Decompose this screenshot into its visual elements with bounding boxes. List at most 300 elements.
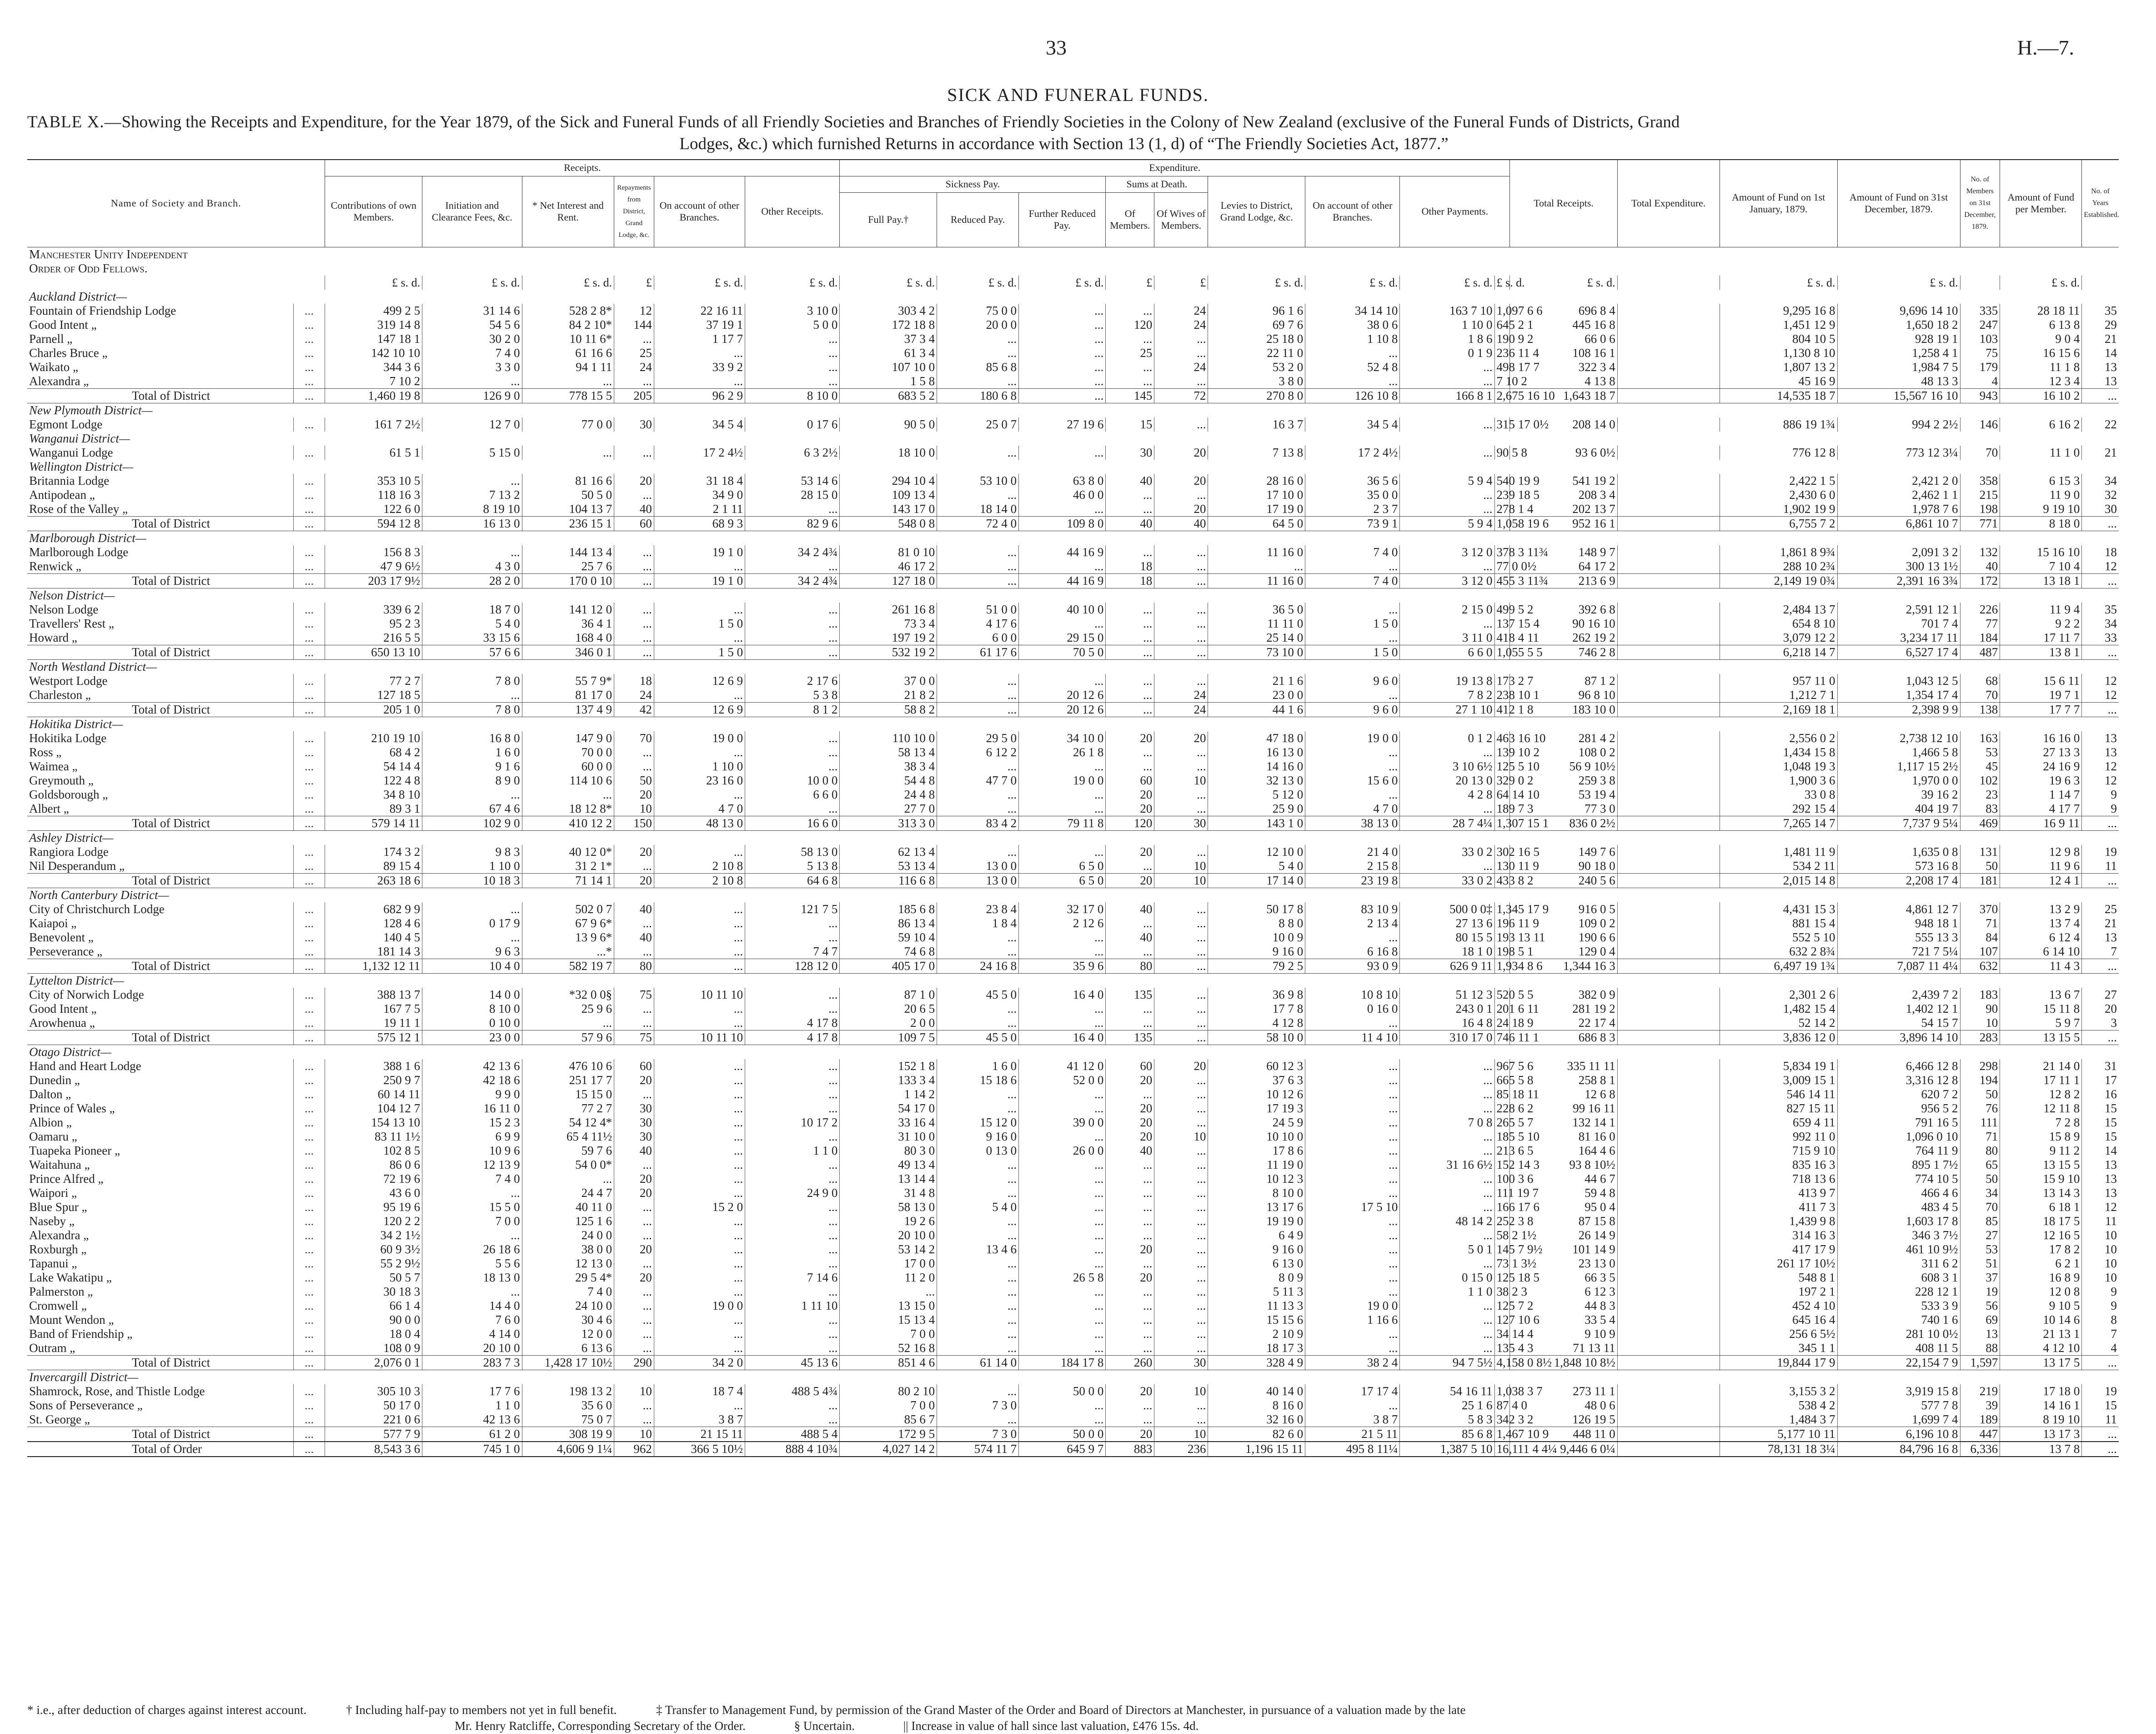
value-cell: 9,696 14 10 — [1837, 304, 1960, 318]
value-cell: 19 0 0 — [654, 731, 745, 745]
value-cell: ... — [1019, 1327, 1106, 1341]
value-cell: 10 8 10 — [1305, 988, 1400, 1002]
value-cell: 10 — [1154, 1427, 1208, 1442]
branch-name: Wanganui Lodge — [29, 445, 113, 459]
value-cell: 173 2 7 — [1494, 674, 1510, 688]
value-cell: 408 11 5 — [1837, 1341, 1960, 1356]
value-cell: 40 — [614, 1144, 654, 1158]
branch-name: Sons of Perseverance „ — [29, 1398, 143, 1412]
value-cell: ... — [1154, 1299, 1208, 1313]
value-cell: 17 19 3 — [1208, 1101, 1305, 1116]
value-cell: 7 4 0 — [422, 1172, 522, 1186]
value-cell: 102 8 5 — [325, 1144, 422, 1158]
table-row — [27, 1398, 2119, 1412]
spacer-cell — [1617, 1341, 1720, 1356]
value-cell: ... — [1400, 1144, 1494, 1158]
value-cell: 7 8 0 — [422, 702, 522, 717]
value-cell: 5,177 10 11 — [1720, 1427, 1837, 1442]
footnote-line-2 — [455, 1719, 2046, 1733]
district-heading-row — [27, 830, 2119, 845]
value-cell: ... — [1400, 1073, 1494, 1087]
value-cell: 13 15 0 — [840, 1299, 937, 1313]
value-cell: 533 3 9 — [1837, 1299, 1960, 1313]
value-cell: 16 6 0 — [745, 816, 840, 830]
value-cell: ... — [1106, 1327, 1154, 1341]
value-cell: 5 8 3 — [1400, 1412, 1494, 1427]
value-cell: ... — [937, 845, 1019, 859]
value-cell: 20 — [1154, 502, 1208, 517]
value-cell: 24 — [1154, 318, 1208, 332]
district-name: Otago District— — [29, 1045, 111, 1059]
value-cell: ... — [1305, 374, 1400, 389]
value-cell: 548 0 8 — [840, 516, 937, 531]
value-cell: 20 — [1154, 474, 1208, 488]
value-cell: 12 0 8 — [2000, 1285, 2082, 1299]
value-cell: 746 2 8 — [1510, 645, 1617, 659]
value-cell: ... — [1154, 945, 1208, 959]
value-cell: 20 12 6 — [1019, 688, 1106, 703]
value-cell: 499 5 2 — [1494, 603, 1510, 617]
value-cell: 93 6 0½ — [1510, 446, 1617, 460]
value-cell: 1 5 0 — [1305, 617, 1400, 631]
value-cell: 20 6 5 — [840, 1002, 937, 1016]
value-cell: 5 9 7 — [2000, 1016, 2082, 1030]
value-cell: 137 15 4 — [1494, 617, 1510, 631]
value-cell: ... — [614, 374, 654, 389]
value-cell: 6,218 14 7 — [1720, 645, 1837, 659]
spacer-cell — [1617, 1073, 1720, 1087]
value-cell: 520 5 5 — [1494, 988, 1510, 1002]
value-cell: 88 — [1960, 1341, 2000, 1356]
value-cell: 1,484 3 7 — [1720, 1412, 1837, 1427]
value-cell: 205 1 0 — [325, 702, 422, 717]
value-cell: ... — [1400, 1341, 1494, 1356]
value-cell: 15 — [2082, 1398, 2119, 1412]
table-row — [27, 674, 2119, 688]
branch-name: Fountain of Friendship Lodge — [29, 303, 176, 317]
value-cell: ... — [422, 688, 522, 703]
value-cell: 48 13 3 — [1837, 374, 1960, 389]
value-cell: 24 10 0 — [522, 1299, 614, 1313]
value-cell: ... — [654, 1214, 745, 1228]
unit-cell: £ s. d. — [1720, 276, 1837, 290]
value-cell: 4,431 15 3 — [1720, 902, 1837, 916]
value-cell: 29 5 4* — [522, 1271, 614, 1285]
value-cell: 455 3 11¾ — [1494, 573, 1510, 588]
value-cell: ... — [1400, 1313, 1494, 1327]
value-cell: 18 7 0 — [422, 603, 522, 617]
value-cell: 346 0 1 — [522, 645, 614, 659]
value-cell: 48 13 0 — [654, 816, 745, 830]
value-cell: 895 1 7½ — [1837, 1158, 1960, 1172]
value-cell: 30 — [614, 1116, 654, 1130]
value-cell: 10 — [2082, 1228, 2119, 1242]
col-death-wives: Of Wives of Members. — [1154, 192, 1208, 247]
value-cell: ... — [654, 959, 745, 973]
value-cell: 22 16 11 — [654, 304, 745, 318]
value-cell: ... — [654, 1101, 745, 1116]
value-cell: 740 1 6 — [1837, 1313, 1960, 1327]
value-cell: ... — [654, 930, 745, 945]
value-cell: 20 — [2082, 1002, 2119, 1016]
value-cell: 213 6 5 — [1494, 1144, 1510, 1158]
value-cell: ... — [2082, 702, 2119, 717]
value-cell: 49 13 4 — [840, 1158, 937, 1172]
value-cell: 15 11 8 — [2000, 1002, 2082, 1016]
value-cell: 64 17 2 — [1510, 559, 1617, 574]
value-cell: 410 12 2 — [522, 816, 614, 830]
value-cell: 189 — [1960, 1412, 2000, 1427]
value-cell: ... — [1305, 603, 1400, 617]
value-cell: 7 0 0 — [840, 1327, 937, 1341]
value-cell: 80 2 10 — [840, 1384, 937, 1398]
value-cell: 95 19 6 — [325, 1200, 422, 1214]
value-cell: 58 13 0 — [745, 845, 840, 859]
value-cell: 150 — [614, 816, 654, 830]
value-cell: 39 16 2 — [1837, 788, 1960, 802]
value-cell: 5 4 0 — [937, 1200, 1019, 1214]
branch-name: Alexandra „ — [29, 1228, 89, 1242]
value-cell: 9 6 0 — [1305, 702, 1400, 717]
value-cell: 34 14 10 — [1305, 304, 1400, 318]
value-cell: ... — [937, 1327, 1019, 1341]
branch-name: Good Intent „ — [29, 1001, 97, 1015]
value-cell: 17 8 6 — [1208, 1144, 1305, 1158]
value-cell: ... — [1305, 1186, 1400, 1200]
value-cell: ... — [1106, 1299, 1154, 1313]
spacer-cell — [1617, 1398, 1720, 1412]
value-cell: ... — [937, 1384, 1019, 1398]
district-heading-row — [27, 717, 2119, 731]
value-cell: 463 16 10 — [1494, 731, 1510, 745]
value-cell: ... — [1154, 559, 1208, 574]
value-cell: ... — [1106, 1002, 1154, 1016]
value-cell: 11 — [2082, 1214, 2119, 1228]
table-row — [27, 545, 2119, 559]
value-cell: ... — [1106, 702, 1154, 717]
group-receipts: Receipts. — [325, 160, 840, 176]
value-cell: ... — [1106, 1341, 1154, 1356]
leader-dots: ... — [293, 332, 325, 346]
value-cell: 15 16 10 — [2000, 545, 2082, 559]
value-cell: 9 16 0 — [937, 1130, 1019, 1144]
value-cell: 5 12 0 — [1208, 788, 1305, 802]
spacer-cell — [1617, 559, 1720, 574]
leader-dots: ... — [293, 688, 325, 703]
district-heading-row — [27, 432, 2119, 446]
value-cell: 21 5 11 — [1305, 1427, 1400, 1442]
value-cell: 2,091 3 2 — [1837, 545, 1960, 559]
value-cell: 1,307 15 1 — [1494, 816, 1510, 830]
value-cell: 500 0 0‡ — [1400, 902, 1494, 916]
col-contributions: Contributions of own Members. — [325, 176, 422, 247]
value-cell: 152 1 8 — [840, 1059, 937, 1073]
value-cell: 35 0 0 — [1305, 488, 1400, 502]
value-cell: 79 2 5 — [1208, 959, 1305, 973]
value-cell: ... — [1154, 902, 1208, 916]
value-cell: 129 0 4 — [1510, 945, 1617, 959]
leader-dots: ... — [293, 774, 325, 788]
table-row — [27, 774, 2119, 788]
value-cell: 7 2 8 — [2000, 1116, 2082, 1130]
district-heading-row — [27, 460, 2119, 474]
spacer-cell — [1617, 516, 1720, 531]
value-cell: 12 — [2082, 774, 2119, 788]
value-cell: 37 6 3 — [1208, 1073, 1305, 1087]
value-cell: 17 2 4½ — [1305, 446, 1400, 460]
value-cell: 1 11 10 — [745, 1299, 840, 1313]
value-cell: 121 7 5 — [745, 902, 840, 916]
value-cell: ... — [614, 916, 654, 930]
value-cell: 44 8 3 — [1510, 1299, 1617, 1313]
value-cell: 392 6 8 — [1510, 603, 1617, 617]
value-cell: 701 7 4 — [1837, 617, 1960, 631]
value-cell: 135 4 3 — [1494, 1341, 1510, 1356]
leader-dots: ... — [293, 859, 325, 874]
value-cell: 24 16 8 — [937, 959, 1019, 973]
value-cell: ... — [937, 1412, 1019, 1427]
value-cell: 8,543 3 6 — [325, 1442, 422, 1457]
value-cell: ... — [654, 1144, 745, 1158]
value-cell: 6 14 10 — [2000, 945, 2082, 959]
value-cell: ... — [937, 802, 1019, 816]
value-cell: 1 5 0 — [654, 617, 745, 631]
value-cell: 528 2 8* — [522, 304, 614, 318]
value-cell: 67 4 6 — [422, 802, 522, 816]
value-cell: 9 19 10 — [2000, 502, 2082, 517]
value-cell: ... — [1400, 802, 1494, 816]
district-name: Lyttelton District— — [29, 973, 124, 987]
value-cell: 2 17 6 — [745, 674, 840, 688]
value-cell: ... — [745, 1200, 840, 1214]
unit-cell: £ s. d. — [325, 276, 422, 290]
value-cell: 302 16 5 — [1494, 845, 1510, 859]
value-cell: 1,460 19 8 — [325, 388, 422, 403]
value-cell: 73 3 4 — [840, 617, 937, 631]
value-cell: 1,848 10 8½ — [1510, 1355, 1617, 1370]
branch-name: St. George „ — [29, 1412, 90, 1426]
value-cell: 6 16 2 — [2000, 417, 2082, 432]
value-cell: 36 4 1 — [522, 617, 614, 631]
value-cell: 2,208 17 4 — [1837, 873, 1960, 888]
value-cell: ... — [2082, 1355, 2119, 1370]
value-cell: ... — [2082, 388, 2119, 403]
value-cell: 6 0 0 — [937, 631, 1019, 645]
leader-dots: ... — [293, 559, 325, 574]
value-cell: 11 9 0 — [2000, 488, 2082, 502]
value-cell: ... — [1400, 1299, 1494, 1313]
value-cell: ... — [1154, 1172, 1208, 1186]
spacer-cell — [1617, 1158, 1720, 1172]
value-cell: 20 — [614, 845, 654, 859]
value-cell: 2 13 4 — [1305, 916, 1400, 930]
value-cell: ... — [1154, 1200, 1208, 1214]
value-cell: ... — [1106, 1158, 1154, 1172]
value-cell: 2 12 6 — [1019, 916, 1106, 930]
value-cell: 577 7 8 — [1837, 1398, 1960, 1412]
value-cell: 20 13 0 — [1400, 774, 1494, 788]
value-cell: 168 4 0 — [522, 631, 614, 645]
value-cell: 71 — [1960, 1130, 2000, 1144]
value-cell: 12 9 8 — [2000, 845, 2082, 859]
value-cell: 145 — [1106, 388, 1154, 403]
value-cell: ... — [745, 1285, 840, 1299]
value-cell: 60 — [614, 1059, 654, 1073]
value-cell: 122 4 8 — [325, 774, 422, 788]
footnote-half-pay: † Including half-pay to members not yet in full benefit. — [346, 1703, 617, 1717]
value-cell: 53 10 0 — [937, 474, 1019, 488]
value-cell: ... — [937, 1228, 1019, 1242]
value-cell: 281 19 2 — [1510, 1002, 1617, 1016]
value-cell: 38 0 6 — [1305, 318, 1400, 332]
value-cell: ... — [1019, 388, 1106, 403]
value-cell: 5 4 0 — [422, 617, 522, 631]
value-cell: 15 6 0 — [1305, 774, 1400, 788]
value-cell: 243 0 1 — [1400, 1002, 1494, 1016]
value-cell: 54 4 8 — [840, 774, 937, 788]
value-cell: ... — [745, 360, 840, 374]
district-heading-row — [27, 1045, 2119, 1059]
value-cell: 370 — [1960, 902, 2000, 916]
value-cell: 270 8 0 — [1208, 388, 1305, 403]
value-cell: ... — [1154, 988, 1208, 1002]
value-cell: 17 7 8 — [1208, 1002, 1305, 1016]
value-cell: 1 1 0 — [422, 1398, 522, 1412]
table-row — [27, 631, 2119, 645]
col-total-expenditure: Total Expenditure. — [1617, 160, 1720, 247]
value-cell: 27 7 0 — [840, 802, 937, 816]
value-cell: 4 14 0 — [422, 1327, 522, 1341]
value-cell: ... — [1154, 845, 1208, 859]
value-cell: 68 4 2 — [325, 745, 422, 759]
table-row — [27, 559, 2119, 574]
value-cell: ... — [745, 1002, 840, 1016]
value-cell: 228 12 1 — [1837, 1285, 1960, 1299]
value-cell: 11 4 10 — [1305, 1030, 1400, 1045]
value-cell: 764 11 9 — [1837, 1144, 1960, 1158]
value-cell: 141 12 0 — [522, 603, 614, 617]
unit-cell: £ s. d. — [422, 276, 522, 290]
value-cell: 283 — [1960, 1030, 2000, 1045]
value-cell: 109 7 5 — [840, 1030, 937, 1045]
value-cell: 35 9 6 — [1019, 959, 1106, 973]
value-cell: 1 8 4 — [937, 916, 1019, 930]
value-cell: 18 0 4 — [325, 1327, 422, 1341]
value-cell: 1,861 8 9¾ — [1720, 545, 1837, 559]
spacer-cell — [1617, 346, 1720, 360]
value-cell: ... — [1106, 1214, 1154, 1228]
value-cell: 161 7 2½ — [325, 417, 422, 432]
value-cell: 278 1 4 — [1494, 502, 1510, 517]
value-cell: ... — [1305, 1327, 1400, 1341]
value-cell: 13 14 3 — [2000, 1186, 2082, 1200]
value-cell: 288 10 2¾ — [1720, 559, 1837, 574]
table-row — [27, 446, 2119, 460]
value-cell: 6 4 9 — [1208, 1228, 1305, 1242]
value-cell: 20 — [614, 474, 654, 488]
value-cell: 21 15 11 — [654, 1427, 745, 1442]
value-cell: 216 5 5 — [325, 631, 422, 645]
value-cell: 11 11 0 — [1208, 617, 1305, 631]
value-cell: 433 8 2 — [1494, 873, 1510, 888]
value-cell: 100 3 6 — [1494, 1172, 1510, 1186]
spacer-cell — [1617, 1313, 1720, 1327]
value-cell: 38 2 4 — [1305, 1355, 1400, 1370]
value-cell: 18 17 5 — [2000, 1214, 2082, 1228]
value-cell: 12 6 9 — [654, 674, 745, 688]
value-cell: 58 13 0 — [840, 1200, 937, 1214]
value-cell: 103 — [1960, 332, 2000, 346]
leader-dots: ... — [293, 902, 325, 916]
value-cell: ... — [1106, 1412, 1154, 1427]
value-cell: 19 — [1960, 1285, 2000, 1299]
value-cell: 12 — [2082, 1200, 2119, 1214]
branch-name: Arowhenua „ — [29, 1015, 95, 1030]
footnote-secretary: Mr. Henry Ratcliffe, Corresponding Secretary of the Order. — [455, 1719, 746, 1733]
value-cell: 6 6 0 — [1400, 645, 1494, 659]
value-cell: 575 12 1 — [325, 1030, 422, 1045]
district-heading-row — [27, 888, 2119, 902]
spacer-cell — [1617, 1130, 1720, 1144]
value-cell: 85 6 8 — [1400, 1427, 1494, 1442]
spacer-cell — [1617, 845, 1720, 859]
value-cell: ... — [654, 1398, 745, 1412]
value-cell: 28 7 4¼ — [1400, 816, 1494, 830]
value-cell: ... — [1305, 559, 1400, 574]
value-cell: 3,836 12 0 — [1720, 1030, 1837, 1045]
value-cell: 76 — [1960, 1101, 2000, 1116]
spacer-cell — [1617, 1214, 1720, 1228]
value-cell: 8 10 0 — [1208, 1186, 1305, 1200]
value-cell: 2,398 9 9 — [1837, 702, 1960, 717]
value-cell: 16 8 0 — [422, 731, 522, 745]
value-cell: 9 16 0 — [1208, 1242, 1305, 1257]
value-cell: 1 6 0 — [937, 1059, 1019, 1073]
spacer-cell — [1617, 1271, 1720, 1285]
value-cell: 70 5 0 — [1019, 645, 1106, 659]
spacer-cell — [1617, 1228, 1720, 1242]
spacer-cell — [1617, 1299, 1720, 1313]
value-cell: 7 0 8 — [1400, 1116, 1494, 1130]
value-cell: 654 8 10 — [1720, 617, 1837, 631]
value-cell: 27 — [1960, 1228, 2000, 1242]
value-cell: 50 — [1960, 1087, 2000, 1101]
unit-cell: £ — [1106, 276, 1154, 290]
value-cell: 24 — [1154, 688, 1208, 703]
value-cell: 1,451 12 9 — [1720, 318, 1837, 332]
value-cell: 25 14 0 — [1208, 631, 1305, 645]
value-cell: 6 13 8 — [2000, 318, 2082, 332]
value-cell: ... — [1154, 417, 1208, 432]
value-cell: 3,009 15 1 — [1720, 1073, 1837, 1087]
value-cell: 445 16 8 — [1510, 318, 1617, 332]
district-heading-row — [27, 973, 2119, 988]
value-cell: 61 16 6 — [522, 346, 614, 360]
value-cell: ... — [654, 1271, 745, 1285]
value-cell: 33 5 4 — [1510, 1313, 1617, 1327]
value-cell: 34 2 4¾ — [745, 573, 840, 588]
value-cell: ... — [614, 759, 654, 774]
spacer-cell — [1617, 502, 1720, 517]
table-row — [27, 788, 2119, 802]
leader-dots: ... — [293, 1355, 325, 1370]
table-row — [27, 1412, 2119, 1427]
footnote-interest: * i.e., after deduction of charges against interest account. — [27, 1703, 307, 1717]
branch-name: Good Intent „ — [29, 317, 97, 332]
value-cell: 948 18 1 — [1837, 916, 1960, 930]
district-total-row — [27, 645, 2119, 659]
spacer-cell — [1617, 545, 1720, 559]
